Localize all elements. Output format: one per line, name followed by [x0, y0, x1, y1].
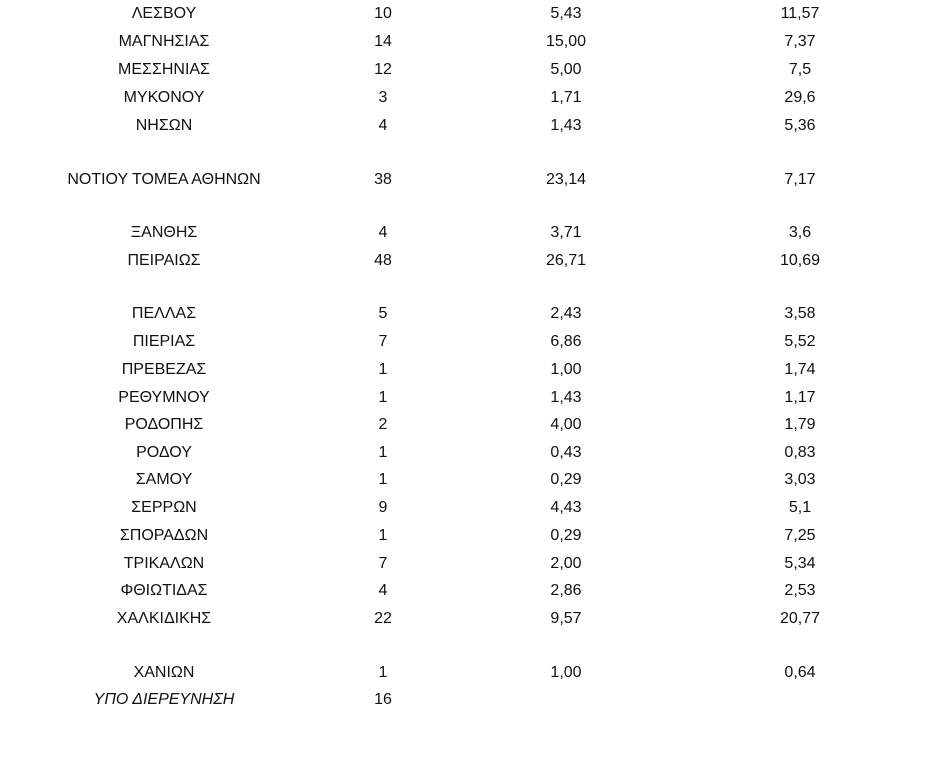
- rate-cell: 0,83: [784, 444, 816, 461]
- region-cell: ΛΕΣΒΟΥ: [131, 5, 197, 22]
- table-row: [0, 300, 930, 328]
- region-cell: ΠΙΕΡΙΑΣ: [132, 333, 196, 350]
- table-row: [0, 605, 930, 633]
- cases-cell: 22: [374, 610, 392, 627]
- avg-cell: 4,43: [550, 499, 582, 516]
- cases-cell: 4: [378, 117, 388, 134]
- table-row: [0, 328, 930, 356]
- avg-cell: 4,00: [550, 416, 582, 433]
- table-row: [0, 219, 930, 247]
- table-row: [0, 522, 930, 550]
- region-cell: ΠΕΙΡΑΙΩΣ: [127, 252, 201, 269]
- table-row: [0, 0, 930, 28]
- region-cell: ΠΕΛΛΑΣ: [131, 305, 197, 322]
- avg-cell: 26,71: [545, 252, 587, 269]
- cases-cell: 5: [378, 305, 388, 322]
- rate-cell: 7,5: [788, 61, 812, 78]
- rate-cell: 5,52: [784, 333, 816, 350]
- region-cell: ΣΑΜΟΥ: [135, 471, 193, 488]
- region-cell: ΜΕΣΣΗΝΙΑΣ: [118, 61, 210, 78]
- region-cell: ΣΠΟΡΑΔΩΝ: [119, 527, 209, 544]
- cases-cell: 48: [374, 252, 392, 269]
- table-row: [0, 439, 930, 467]
- cases-cell: 1: [378, 527, 388, 544]
- table-row: [0, 577, 930, 605]
- rate-cell: 1,79: [784, 416, 816, 433]
- table-row: [0, 356, 930, 384]
- rate-cell: 29,6: [784, 89, 816, 106]
- rate-cell: 3,03: [784, 471, 816, 488]
- region-cell: ΡΟΔΟΠΗΣ: [124, 416, 204, 433]
- cases-cell: 16: [374, 691, 392, 708]
- rate-cell: 1,74: [784, 361, 816, 378]
- avg-cell: 0,29: [550, 471, 582, 488]
- region-cell: ΥΠΟ ΔΙΕΡΕΥΝΗΣΗ: [93, 691, 235, 708]
- rate-cell: 3,58: [784, 305, 816, 322]
- cases-cell: 9: [378, 499, 388, 516]
- region-cell: ΡΕΘΥΜΝΟΥ: [118, 389, 210, 406]
- rate-cell: 2,53: [784, 582, 816, 599]
- cases-cell: 4: [378, 582, 388, 599]
- avg-cell: 15,00: [545, 33, 587, 50]
- table-row: [0, 56, 930, 84]
- cases-cell: 1: [378, 389, 388, 406]
- region-cell: ΧΑΛΚΙΔΙΚΗΣ: [116, 610, 212, 627]
- table-row: [0, 466, 930, 494]
- region-cell: ΠΡΕΒΕΖΑΣ: [121, 361, 207, 378]
- rate-cell: 1,17: [784, 389, 816, 406]
- cases-cell: 1: [378, 361, 388, 378]
- cases-cell: 3: [378, 89, 388, 106]
- cases-cell: 7: [378, 333, 388, 350]
- table-row: [0, 686, 930, 714]
- cases-cell: 1: [378, 471, 388, 488]
- region-cell: ΡΟΔΟΥ: [136, 444, 192, 461]
- table-row: [0, 384, 930, 412]
- region-cell: ΜΥΚΟΝΟΥ: [123, 89, 205, 106]
- table-row: [0, 247, 930, 275]
- region-cell: ΜΑΓΝΗΣΙΑΣ: [118, 33, 210, 50]
- cases-cell: 4: [378, 224, 388, 241]
- avg-cell: 1,71: [550, 89, 582, 106]
- cases-cell: 1: [378, 444, 388, 461]
- avg-cell: 23,14: [545, 171, 587, 188]
- region-cell: ΦΘΙΩΤΙΔΑΣ: [120, 582, 208, 599]
- avg-cell: 0,29: [550, 527, 582, 544]
- region-cell: ΧΑΝΙΩΝ: [133, 664, 195, 681]
- cases-cell: 14: [374, 33, 392, 50]
- region-cell: ΝΗΣΩΝ: [135, 117, 193, 134]
- avg-cell: 5,00: [550, 61, 582, 78]
- rate-cell: 5,36: [784, 117, 816, 134]
- avg-cell: 2,86: [550, 582, 582, 599]
- avg-cell: 5,43: [550, 5, 582, 22]
- rate-cell: 7,17: [784, 171, 816, 188]
- rate-cell: 3,6: [788, 224, 812, 241]
- table-row: [0, 494, 930, 522]
- avg-cell: 1,00: [550, 361, 582, 378]
- cases-cell: 1: [378, 664, 388, 681]
- cases-cell: 12: [374, 61, 392, 78]
- rate-cell: 20,77: [779, 610, 821, 627]
- rate-cell: 7,37: [784, 33, 816, 50]
- rate-cell: 10,69: [779, 252, 821, 269]
- avg-cell: 3,71: [550, 224, 582, 241]
- rate-cell: 0,64: [784, 664, 816, 681]
- table-row: [0, 166, 930, 194]
- table-row: [0, 84, 930, 112]
- avg-cell: 1,43: [550, 389, 582, 406]
- rate-cell: 7,25: [784, 527, 816, 544]
- table-row: [0, 112, 930, 140]
- avg-cell: 6,86: [550, 333, 582, 350]
- rate-cell: 5,1: [788, 499, 812, 516]
- avg-cell: 1,00: [550, 664, 582, 681]
- region-cell: ΞΑΝΘΗΣ: [130, 224, 198, 241]
- region-cell: ΣΕΡΡΩΝ: [131, 499, 197, 516]
- cases-cell: 2: [378, 416, 388, 433]
- avg-cell: 2,00: [550, 555, 582, 572]
- region-cell: ΝΟΤΙΟΥ ΤΟΜΕΑ ΑΘΗΝΩΝ: [67, 171, 261, 188]
- cases-cell: 7: [378, 555, 388, 572]
- cases-cell: 38: [374, 171, 392, 188]
- table-row: [0, 550, 930, 578]
- table-row: [0, 28, 930, 56]
- rate-cell: 11,57: [780, 5, 820, 22]
- region-cell: ΤΡΙΚΑΛΩΝ: [123, 555, 205, 572]
- avg-cell: 1,43: [550, 117, 582, 134]
- avg-cell: 9,57: [550, 610, 582, 627]
- avg-cell: 0,43: [550, 444, 582, 461]
- table-row: [0, 411, 930, 439]
- table-row: [0, 659, 930, 687]
- cases-cell: 10: [374, 5, 392, 22]
- avg-cell: 2,43: [550, 305, 582, 322]
- rate-cell: 5,34: [784, 555, 816, 572]
